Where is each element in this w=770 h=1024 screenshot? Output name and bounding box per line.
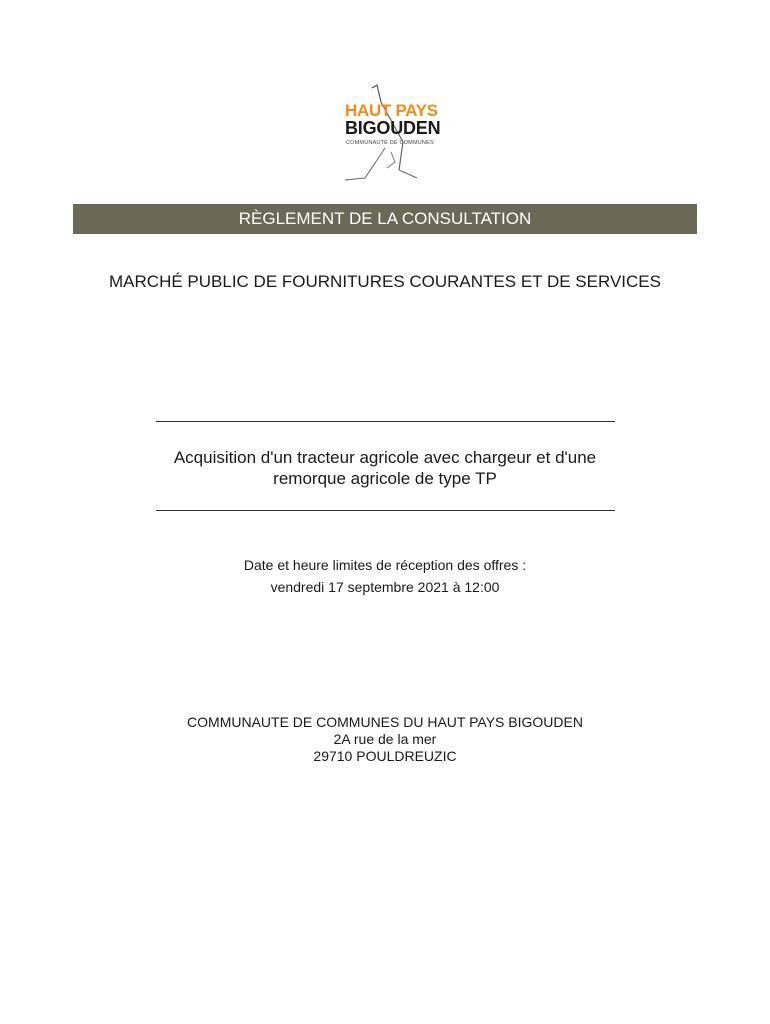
divider-bottom [156,510,615,511]
contract-object [0,447,770,489]
logo-line-bigouden: BIGOUDEN [345,118,441,138]
document-title-banner: RÈGLEMENT DE LA CONSULTATION [73,204,697,234]
organization-logo [325,82,455,182]
divider-top [156,421,615,422]
deadline-label: Date et heure limites de réception des offres : [243,557,527,573]
logo-subtitle: COMMUNAUTÉ DE COMMUNES [346,140,434,146]
contract-object-line2: remorque agricole de type TP [273,469,497,488]
contracting-authority-address [0,714,770,765]
market-type-heading: MARCHÉ PUBLIC DE FOURNITURES COURANTES ET DE SERVICES [109,272,661,291]
deadline-value: vendredi 17 septembre 2021 à 12:00 [270,579,500,595]
address-city: 29710 POULDREUZIC [313,748,457,764]
logo-line-haut-pays: HAUT PAYS [345,101,438,120]
address-street: 2A rue de la mer [333,731,437,747]
contract-object-line1: Acquisition d'un tracteur agricole avec chargeur et d'une [173,448,597,467]
submission-deadline [0,554,770,598]
address-organization: COMMUNAUTE DE COMMUNES DU HAUT PAYS BIGOUDEN [187,714,583,730]
